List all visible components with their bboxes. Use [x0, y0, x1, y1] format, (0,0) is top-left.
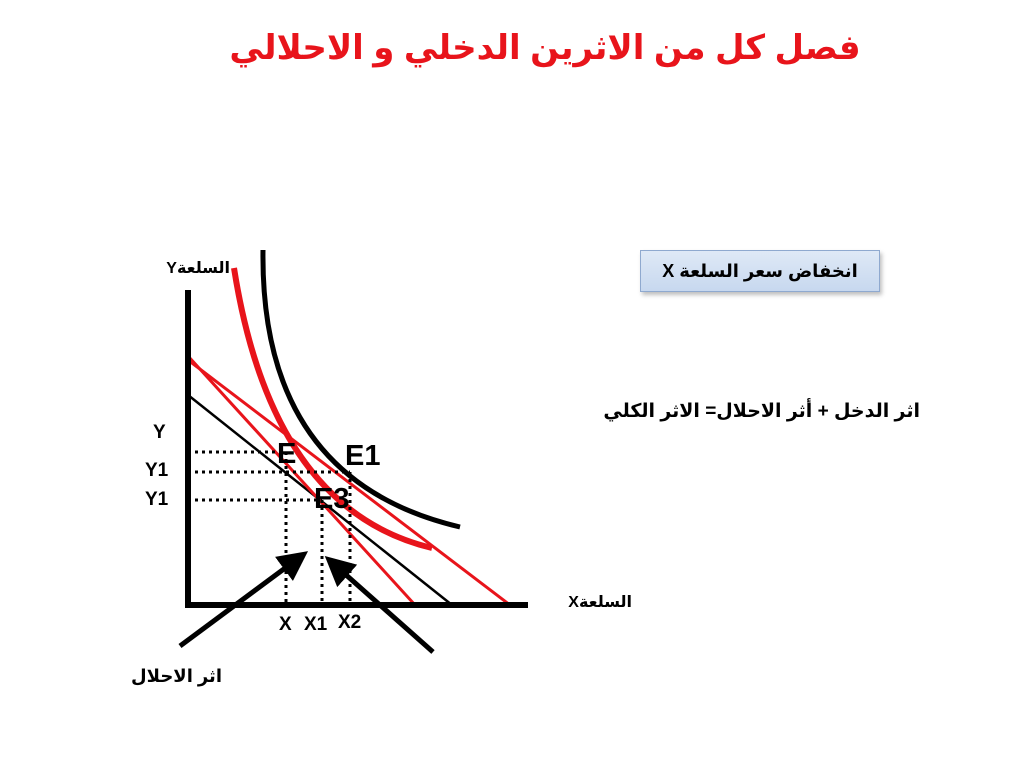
- point-e3: E3: [314, 483, 350, 515]
- price-decrease-box: انخفاض سعر السلعة X: [640, 250, 880, 292]
- y-tick-y: Y: [153, 422, 166, 443]
- indifference-curve-black: [263, 250, 460, 527]
- total-effect-equation: اثر الدخل + أثر الاحلال= الاثر الكلي: [603, 401, 920, 422]
- point-e1: E1: [345, 440, 381, 472]
- budget-line-compensated: [188, 356, 415, 605]
- x-tick-x2: X2: [338, 612, 362, 633]
- x-tick-x: X: [279, 614, 292, 635]
- y-axis-label: السلعةY: [166, 260, 230, 277]
- y-tick-y1-lower: Y1: [145, 489, 169, 510]
- y-tick-y1-upper: Y1: [145, 460, 169, 481]
- substitution-effect-caption: اثر الاحلال: [131, 666, 222, 686]
- x-tick-x1: X1: [304, 614, 328, 635]
- x-axis-label: السلعةX: [568, 594, 632, 611]
- point-e: E: [277, 438, 297, 470]
- slide-title: فصل كل من الاثرين الدخلي و الاحلالي: [229, 29, 861, 67]
